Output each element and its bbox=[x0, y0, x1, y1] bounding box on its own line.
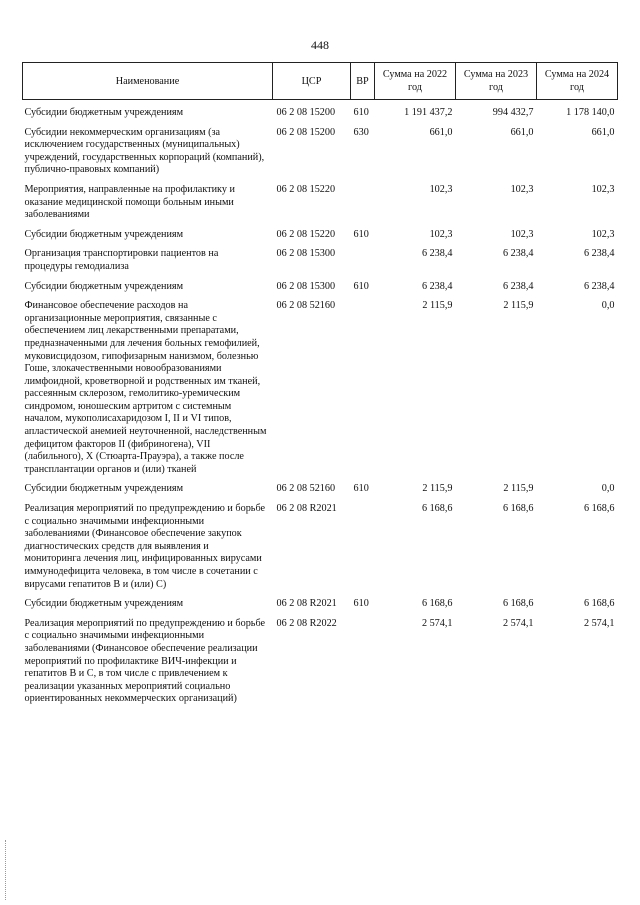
row-name: Субсидии некоммерческим организациям (за исключением государственных (муниципальных) учреждений, государственных корпораций (компаний), публично-правовых компаний) bbox=[24, 126, 265, 176]
row-vr bbox=[351, 248, 375, 280]
table-row bbox=[23, 598, 618, 618]
row-name: Организация транспортировки пациентов на процедуры гемодиализа bbox=[24, 248, 219, 272]
row-sum-2023: 6 168,6 bbox=[502, 598, 534, 610]
header-sum-2023: Сумма на 2023 год bbox=[456, 63, 537, 100]
row-csr: 06 2 08 R2021 bbox=[276, 598, 337, 610]
row-csr: 06 2 08 52160 bbox=[276, 483, 336, 495]
row-vr bbox=[351, 300, 375, 483]
row-csr: 06 2 08 15220 bbox=[276, 183, 336, 195]
row-sum-2023: 2 574,1 bbox=[502, 617, 534, 629]
row-csr: 06 2 08 52160 bbox=[276, 300, 336, 312]
row-sum-2022: 6 238,4 bbox=[421, 248, 453, 260]
row-sum-2024: 2 574,1 bbox=[583, 617, 615, 629]
table-row bbox=[23, 281, 618, 301]
table-row bbox=[23, 300, 618, 483]
row-csr: 06 2 08 15200 bbox=[276, 126, 336, 138]
row-name: Субсидии бюджетным учреждениям bbox=[24, 228, 184, 240]
row-sum-2024: 0,0 bbox=[601, 300, 615, 312]
table-row bbox=[23, 503, 618, 598]
table-row bbox=[23, 100, 618, 127]
row-sum-2023: 2 115,9 bbox=[503, 483, 534, 495]
row-csr: 06 2 08 15200 bbox=[276, 107, 336, 118]
row-sum-2023: 6 238,4 bbox=[502, 280, 534, 292]
row-sum-2022: 2 115,9 bbox=[422, 300, 453, 312]
row-sum-2022: 102,3 bbox=[429, 183, 453, 195]
row-sum-2024: 6 238,4 bbox=[583, 248, 615, 260]
row-sum-2024: 102,3 bbox=[591, 183, 615, 195]
margin-marks bbox=[5, 840, 8, 900]
row-vr: 630 bbox=[353, 126, 369, 138]
row-vr: 610 bbox=[353, 280, 369, 292]
row-sum-2022: 2 574,1 bbox=[421, 617, 453, 629]
row-sum-2024: 6 168,6 bbox=[583, 503, 615, 515]
row-vr bbox=[351, 184, 375, 229]
row-name: Реализация мероприятий по предупреждению и борьбе с социально значимыми инфекционными заболеваниями (Финансовое обеспечение реализации мероприятий по профилактике ВИЧ-инфекции и гепатитов B и C, в том числе с привлечением к реализации указанных мероприятий социально ориентированных некоммерческих организаций) bbox=[24, 617, 266, 705]
header-name: Наименование bbox=[23, 63, 273, 100]
row-sum-2024: 102,3 bbox=[591, 228, 615, 240]
header-sum-2022: Сумма на 2022 год bbox=[375, 63, 456, 100]
row-name: Реализация мероприятий по предупреждению и борьбе с социально значимыми инфекционными заболеваниями (Финансовое обеспечение закупок диагностических средств для выявления и мониторинга лечения лиц, инфицированных вирусами иммунодефицита человека, в том числе в сочетании с вирусами гепатитов B и (или) C) bbox=[24, 503, 266, 590]
row-name: Субсидии бюджетным учреждениям bbox=[24, 107, 184, 118]
row-name: Субсидии бюджетным учреждениям bbox=[24, 280, 184, 292]
table-row bbox=[23, 127, 618, 184]
row-sum-2024: 1 178 140,0 bbox=[566, 107, 615, 118]
row-sum-2024: 661,0 bbox=[591, 126, 615, 138]
row-sum-2023: 6 168,6 bbox=[502, 503, 534, 515]
row-csr: 06 2 08 15300 bbox=[276, 280, 336, 292]
table-row bbox=[23, 248, 618, 280]
row-vr: 610 bbox=[353, 483, 369, 495]
row-sum-2023: 102,3 bbox=[510, 228, 534, 240]
budget-table bbox=[22, 62, 618, 713]
table-row bbox=[23, 483, 618, 503]
row-sum-2023: 6 238,4 bbox=[502, 248, 534, 260]
row-sum-2024: 6 168,6 bbox=[583, 598, 615, 610]
row-sum-2022: 661,0 bbox=[429, 126, 453, 138]
row-vr bbox=[351, 503, 375, 598]
row-csr: 06 2 08 R2021 bbox=[276, 503, 337, 515]
table-row bbox=[23, 229, 618, 249]
row-vr bbox=[351, 618, 375, 713]
header-vr: ВР bbox=[351, 63, 375, 100]
row-sum-2024: 0,0 bbox=[601, 483, 615, 495]
row-sum-2023: 994 432,7 bbox=[492, 107, 534, 118]
row-name: Субсидии бюджетным учреждениям bbox=[24, 598, 184, 610]
row-sum-2022: 6 168,6 bbox=[421, 598, 453, 610]
row-name: Финансовое обеспечение расходов на организационные мероприятия, связанные с обеспечением лиц лекарственными препаратами, предназначенными для лечения больных гемофилией, муковисцидозом, гипофизарным нанизмом, болезнью Гоше, злокачественными новообразованиями лимфоидной, кроветворной и родственных им тканей, рассеянным склерозом, гемолитико-уремическим синдромом, юношеским артритом с системным началом, мукополисахаридозом I, II и VI типов, апластической анемией неуточненной, наследственным дефицитом факторов II (фибриногена), VII (лабильного), X (Стюарта-Прауэра), а также после трансплантации органов и (или) тканей bbox=[24, 300, 267, 475]
table-row bbox=[23, 618, 618, 713]
row-sum-2022: 2 115,9 bbox=[422, 483, 453, 495]
row-sum-2022: 102,3 bbox=[429, 228, 453, 240]
row-csr: 06 2 08 15300 bbox=[276, 248, 336, 260]
row-name: Мероприятия, направленные на профилактику и оказание медицинской помощи больным иными заболеваниями bbox=[24, 183, 235, 221]
row-sum-2022: 6 238,4 bbox=[421, 280, 453, 292]
row-name: Субсидии бюджетным учреждениям bbox=[24, 483, 184, 495]
row-sum-2023: 661,0 bbox=[510, 126, 534, 138]
row-csr: 06 2 08 15220 bbox=[276, 228, 336, 240]
row-sum-2023: 102,3 bbox=[510, 183, 534, 195]
header-sum-2024: Сумма на 2024 год bbox=[537, 63, 618, 100]
row-vr: 610 bbox=[353, 107, 369, 118]
row-sum-2023: 2 115,9 bbox=[503, 300, 534, 312]
row-sum-2022: 1 191 437,2 bbox=[404, 107, 453, 118]
row-csr: 06 2 08 R2022 bbox=[276, 617, 337, 629]
row-vr: 610 bbox=[353, 228, 369, 240]
row-sum-2022: 6 168,6 bbox=[421, 503, 453, 515]
table-row bbox=[23, 184, 618, 229]
row-vr: 610 bbox=[353, 598, 369, 610]
table-header-row bbox=[23, 63, 618, 100]
page-number: 448 bbox=[311, 38, 329, 52]
row-sum-2024: 6 238,4 bbox=[583, 280, 615, 292]
header-csr: ЦСР bbox=[273, 63, 351, 100]
